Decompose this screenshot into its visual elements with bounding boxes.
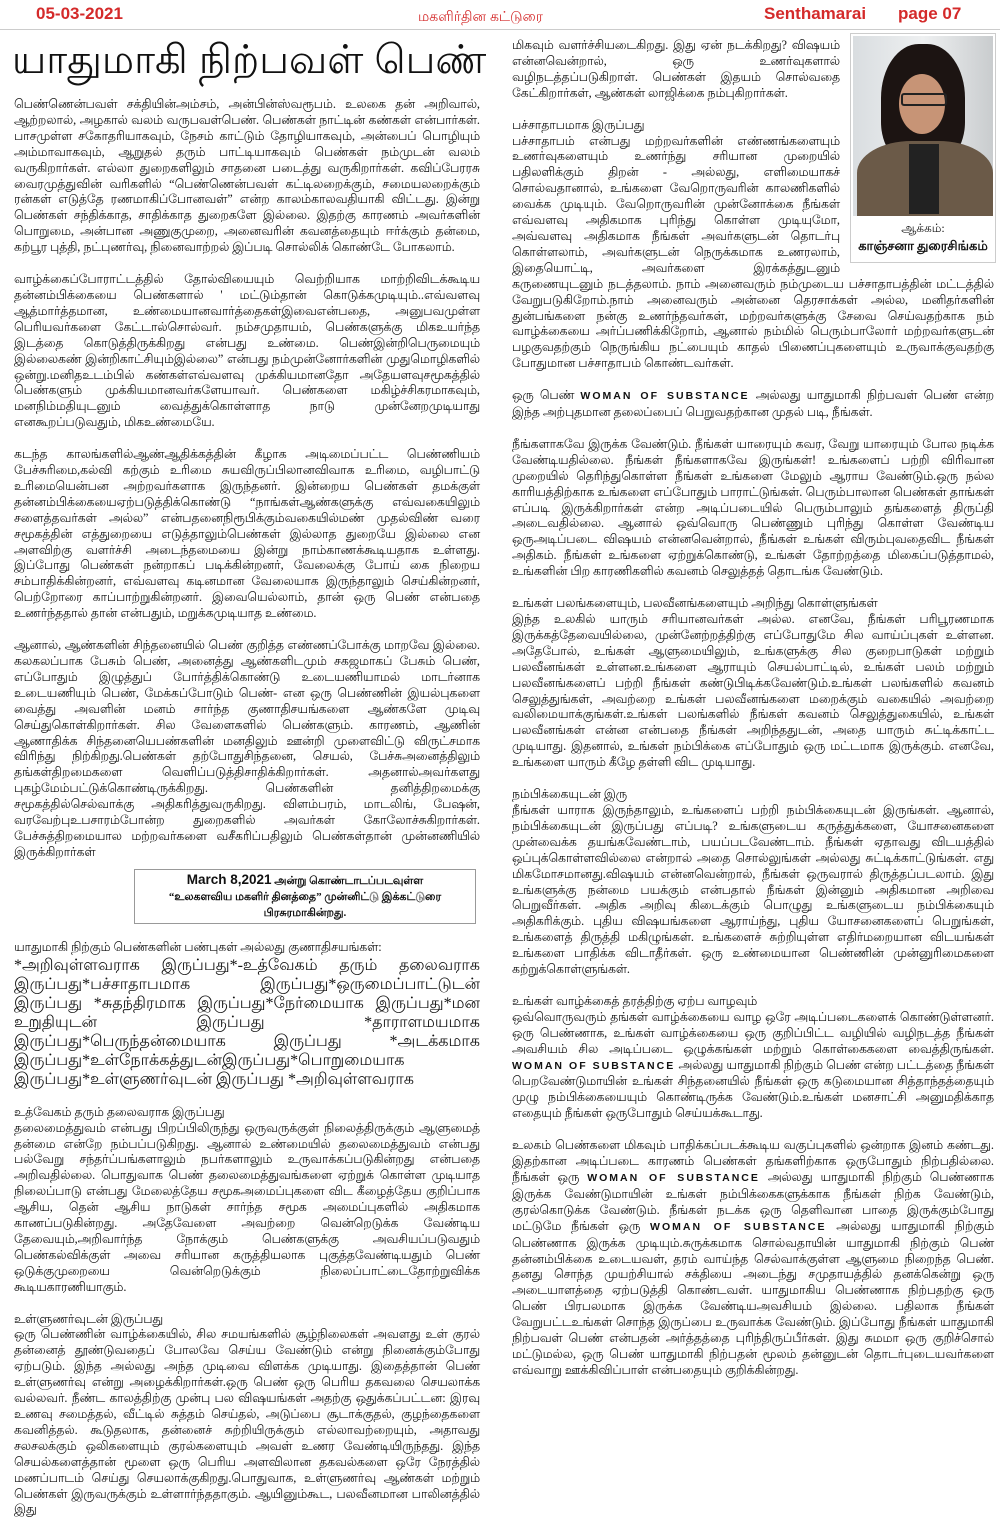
paragraph-r8 bbox=[512, 1138, 994, 1379]
issue-date: 05-03-2021 bbox=[36, 4, 123, 23]
paragraph-r4: நீங்களாகவே இருக்க வேண்டும். நீங்கள் யாரையும் கவர, வேறு யாரையும் போல நடிக்க வேண்டியதில்லை. நீங்கள் நீங்களாகவே இருங்கள்! உங்களைப் பற்றி விரிவான முறையில் தெரிந்துகொள்ள நீங்கள் உங்களை மேலும் ஆராய வேண்டும்.ஒரு நல்ல காரியத்திற்காக உங்களை எப்போதும் பாராட்டுங்கள். பெரும்பாலான பெண்கள் தாங்கள் எப்படி இருக்கிறார்கள் என்ற அடிப்படையில் பெரும்பாலும் தங்களைத் திருப்தி அடைவதில்லை. ஆனால் ஒவ்வொரு பெண்ணும் புரிந்து கொள்ள வேண்டிய ஒருஅடிப்படை விஷயம் என்னவென்றால், நீங்கள் உங்கள் விரும்புவதைவிட நீங்கள் அதிகம். நீங்கள் உங்களை ஏற்றுக்கொண்டு, உங்கள் தோற்றத்தை மிகைப்படுத்தாமல், உங்களின் பிற காரணிகளில் கவனம் செலுத்தத் தொடங்க வேண்டும். bbox=[512, 436, 994, 579]
woman-of-substance: WOMAN OF SUBSTANCE bbox=[587, 1172, 760, 1184]
r8-text-a: உலகம் பெண்களை மிகவும் பாதிக்கப்படக்கூடிய வகுப்புகளில் ஒன்றாக இனம் கண்டது. இதற்கான அடிப்படை காரணம் பெண்கள் தங்களிற்காக ஒருபோதும் நிற்பதில்லை. நீங்கள் ஒரு bbox=[512, 1138, 994, 1184]
paragraph-r1: மிகவும் வளர்ச்சியடைகிறது. இது ஏன் நடக்கிறது? விஷயம் என்னவென்றால், ஒரு உணர்வுகளால் வழிநடத்தப்படுகிறாள். பெண்கள் இதயம் சொல்வதை கேட்கிறார்கள், ஆண்கள் லாஜிக்கை நம்புகிறார்கள். bbox=[512, 38, 840, 100]
standards-text-post: அல்லது யாதுமாகி நிற்கும் பெண் என்ற பட்டத்தை நீங்கள் பெறவேண்டுமாயின் உங்கள் சிந்தனையில் நீங்கள் ஒரு கடுமையான சித்தாந்தத்தையும் முழு நம்பிக்கையையும் கொண்டிருக்க வேண்டும்.உங்கள் மனசாட்சி அனுமதிக்காத எதையும் நீங்கள் ஒருபோதும் செய்யக்கூடாது. bbox=[512, 1057, 995, 1121]
left-column bbox=[14, 97, 480, 1534]
publication-notice bbox=[134, 869, 476, 924]
standards-section bbox=[512, 994, 994, 1122]
section-label: மகளிர்தின கட்டுரை bbox=[418, 8, 544, 24]
r3-text-post: அல்லது யாதுமாகி நிற்பவள் பெண் என்ற இந்த அற்புதமான தலைப்பைப் பெறுவதற்கான முதல் படி, நீங்கள். bbox=[512, 388, 994, 420]
empathy-text-a: பச்சாதாபம் என்பது மற்றவர்களின் எண்ணங்களையும் உணர்வுகளையும் உணர்ந்து சரியான முறையில் பதிலளிக்கும் திறன் - அல்லது, எளிமையாகச் சொல்வதானால், உங்களை வேறொருவரின் காலணிகளில் வைக்க முடியும். வேறொருவரின் முன்னோக்கை நீங்கள் எவ்வளவு அதிகமாக புரிந்து கொள்ள முடியுமோ, அவ்வளவு அதிகமாக நீங்கள் அவர்களுடன் தொடர்பு கொள்ளலாம், அவர்களுடன் நெருக்கமாக உணரலாம், இதையொட்டி, அவர்களை bbox=[512, 133, 840, 275]
publication-name: Senthamarai bbox=[764, 4, 867, 23]
traits-list: *அறிவுள்ளவராக இருப்பது*-உத்வேகம் தரும் தலைவராக இருப்பது*பச்சாதாபமாக இருப்பது*ஒருமைப்பாட்டுடன் இருப்பது *சுதந்திரமாக இருப்பது*நேர்மையாக இருப்பது*மன உறுதியுடன் இருப்பது *தாராளமயமாக இருப்பது*பெருந்தன்மையாக இருப்பது *அடக்கமாக இருப்பது*உள்நோக்கத்துடன்இருப்பது*பொறுமையாக இருப்பது*உள்ளுணர்வுடன் இருப்பது *அறிவுள்ளவராக bbox=[14, 956, 480, 1088]
notice-date: March 8,2021 bbox=[186, 871, 272, 887]
strengths-text: இந்த உலகில் யாரும் சரியானவர்கள் அல்ல. எனவே, நீங்கள் பரிபூரணமாக இருக்கத்தேவையில்லை, முன்னேற்றத்திற்கு எப்போதுமே சில வாய்ப்புகள் உள்ளன. அதேபோல், உங்கள் ஆளுமையிலும், உங்களுக்கு சில குறைபாடுகள் மற்றும் பலவீனங்கள் உள்ளன.உங்களை ஆராயும் செயல்பாட்டில், உங்கள் பலம் மற்றும் பலவீனங்களைப் பற்றி நீங்கள் கண்டுபிடிக்கவேண்டும்.உங்கள் பலங்களில் கவனம் செலுத்துங்கள், அவற்றை உங்கள் பலவீனங்களை மறைக்கும் வகையில் அவற்றை வலிமையாக்குங்கள்.உங்கள் பலங்களில் நீங்கள் கவனம் செலுத்துகையில், உங்கள் பலவீனங்கள் என்ன என்பதை நீங்கள் அறிந்ததுடன், அதை யாரும் சுட்டிக்காட்ட முடியாது. இதனால், உங்கள் நம்பிக்கை எப்போதும் ஒரு மட்டமாக இருக்கும். எனவே, உங்களை யாரும் கீழே தள்ளி விட முடியாது. bbox=[512, 612, 994, 770]
strengths-section bbox=[512, 596, 994, 771]
leader-section bbox=[14, 1105, 480, 1296]
page-number: page 07 bbox=[898, 4, 962, 23]
strengths-heading: உங்கள் பலங்களையும், பலவீனங்களையும் அறிந்து கொள்ளுங்கள் bbox=[512, 596, 878, 611]
confidence-section bbox=[512, 787, 994, 978]
confidence-text: நீங்கள் யாராக இருந்தாலும், உங்களைப் பற்றி நம்பிக்கையுடன் இருங்கள். ஆனால், நம்பிக்கையுடன் இருப்பது எப்படி? உங்களுடைய கருத்துக்களை, யோசனைகளை முன்வைக்க தயங்கவேண்டாம், பயப்படவேண்டாம். நீங்கள் ஏதாவது விடயத்தில் ஒப்புக்கொள்ளவில்லை என்றால் அதை சொல்லுங்கள் அல்லது சுட்டிக்காட்டுங்கள். எது மிகமோசமானது.விஷயம் என்னவென்றால், நீங்கள் ஒருவரால் திருத்தப்படலாம். இது உங்களுக்கு நன்மை பயக்கும் என்பதால் நீங்கள் இன்னும் அதிகமான அறிவை பெறுவீர்கள். அதிக அறிவு கிடைக்கும் பொழுது உங்களுடைய நம்பிக்கையும் அதிகரிக்கும். புதிய விஷயங்களை ஆராய்ந்து, புதிய யோசனைகளைப் பெறுங்கள், உங்களைத் திருத்தி மகிழுங்கள். உங்களைச் சுற்றியுள்ள எதிர்மறையான விடயங்கள் உங்களை பாதிக்க விடாதீர்கள். ஒரு உண்மையான பெண்ணின் முன்னுரிமைகளை கற்றுக்கொள்ளுங்கள். bbox=[512, 802, 994, 977]
empathy-heading: பச்சாதாபமாக இருப்பது bbox=[512, 117, 645, 132]
paragraph-2: வாழ்க்கைப்போராட்டத்தில் தோல்வியையும் வெற்றியாக மாற்றிவிடக்கூடிய தன்னம்பிக்கையை பெண்களால் ' மட்டும்தான் கொடுக்கமுடியும்..எவ்வளவு ஆத்மார்த்தமான, உண்மையானவார்த்தைகள்இவைஎன்பதை, அனுபவமுள்ள பெரியவர்களை கேட்டால்சொல்வர். நம்சமுதாயம், பெண்களுக்கு மிகஉயர்ந்த இடத்தை கொடுத்திருக்கிறது என்பது உண்மை. பெண்இன்றிபெருமையும் இல்லைகண் இன்றிகாட்சியும்இல்லை” என்பது நம்முன்னோர்களின் முதுமொழிகளில் ஒன்று.மனிதஉடம்பில் கண்கள்எவ்வளவு முக்கியமானதோ அதேயளவுசமூகத்தில் பெண்களும் முக்கியமானவர்களேயாவர். பெண்களை மகிழ்ச்சிகரமாகவும், மனநிம்மதியுடனும் வைத்துக்கொள்ளாத நாடு முன்னேறமுடியாது எனகூறப்படுவதும், மிகஉண்மையே. bbox=[14, 272, 480, 430]
r8-text-b: அல்லது யாதுமாகி நிற்கும் பெண்ணாக இருக்க வேண்டுமாயின் உங்கள் நம்பிக்கைகளுக்காக நீங்கள் நிற்க வேண்டும், குரல்கொடுக்க வேண்டும். நீங்கள் நடக்க ஒரு தெளிவான பாதை இருக்கும்போது மட்டுமே நீங்கள் ஒரு bbox=[512, 1170, 994, 1233]
byline bbox=[851, 220, 995, 255]
standards-heading: உங்கள் வாழ்க்கைத் தரத்திற்கு ஏற்ப வாழவும் bbox=[512, 993, 758, 1008]
leader-text: தலைமைத்துவம் என்பது பிறப்பிலிருந்து ஒருவருக்குள் நிலைத்திருக்கும் ஆளுமைத் தன்மை என்றே நம்பப்படுகிறது. ஆனால் உண்மையில் தலைமைத்துவம் என்பது பல்வேறு சந்தர்ப்பங்களாலும் நபர்களாலும் உருவாக்கப்படுகின்றது என்பதை அறிவதில்லை. பொதுவாக பெண் தலைமைத்துவங்களை ஏற்றுக் கொள்ள முடியாத நிலைப்பாடு என்பது மேலைத்தேய சமூகஅமைப்புகளை விட கீழைத்தேய குறிப்பாக ஆசிய, தென் ஆசிய நாடுகள் சார்ந்த சமூக அமைப்புகளில் அதிகமாக காணப்படுகின்றது. அதேவேளை அவற்றை வென்றெடுக்க வேண்டிய தேவையும்,அறிவார்ந்த நோக்கும் பெண்களுக்கு அவசியப்படுவதும் பெண்கல்விக்குள் அவை சரியான கருத்தியலாக புகுத்தவேண்டியதும் பெண் ஒடுக்குமுறையை வென்றெடுக்கும் நிலைப்பாட்டைதோற்றுவிக்க கூடியகாரணியாகும். bbox=[14, 1120, 480, 1294]
woman-of-substance: WOMAN OF SUBSTANCE bbox=[650, 1220, 827, 1233]
article-title: யாதுமாகி நிற்பவள் பெண் bbox=[12, 38, 487, 82]
paragraph-r3 bbox=[512, 388, 994, 421]
paragraph-intro: பெண்ணென்பவள் சக்தியின்அம்சம், அன்பின்ஸ்வரூபம். உலகை தன் அறிவால், ஆற்றலால், அழகால் வலம் வருபவள்பெண். பெண்கள் நாட்டின் கண்கள் என்பார்கள். பாசமுள்ள சகோதரியாகவும், நேசம் காட்டும் தோழியாகவும், அன்பைப் பொழியும் அம்மாவாகவும், ஆறுதல் தரும் பாட்டியாகவும் பெண்கள் நம்முடன் வலம் வருகிறார்கள். எல்லா துறைகளிலும் சாதனை படைத்து வருகிறார்கள். கவிப்பேரரசு வைரமுத்துவின் வரிகளில் “பெண்ணென்பவள் கட்டிலறைக்கும், சமையலறைக்கும் ரன்கள் எடுத்தே ரணமாகிப்போனவள்” என்ற காலம்காலவதியாகி விட்டது. இன்று பெண்கள் சந்திக்காத, சாதிக்காத துறைகளே இல்லை. இதற்கு காரணம் அவர்களின் பொறுமை, அன்பான அணுகுமுறை, அனைவரின் கவனத்தையும் ஈர்க்கும் தன்மை, கற்பூர புத்தி, நட்புணர்வு, நினைவாற்றல் இப்படி சொல்லிக் கொண்டே போகலாம். bbox=[14, 97, 480, 255]
woman-of-substance: WOMAN OF SUBSTANCE bbox=[580, 390, 750, 403]
paragraph-4: ஆனால், ஆண்களின் சிந்தனையில் பெண் குறித்த எண்ணப்போக்கு மாறவே இல்லை. கலகலப்பாக பேசும் பெண், அனைத்து ஆண்களிடமும் சகஜமாகப் பேசும் பெண், எப்போதும் இழுத்துப் போர்த்திக்கொண்டு உடையணியாமல் மாடர்னாக உடையணியும் பெண், மேக்கப்போடும் பெண்- என ஒரு பெண்ணின் இயல்புகளை வைத்து அவளின் மனம் சார்ந்த குணாதிசயங்களை ஆண்களே முடிவு செய்துகொள்கிறார்கள். சில வேளைகளில் பெண்களும். காரணம், ஆணின் ஆணாதிக்க சிந்தனையெபண்களின் மனதிலும் ஊன்றி முளைவிட்டு விருட்சமாக விரிந்து நிற்கிறது.பெண்கள் தற்போதுசிந்தனை, செயல், பேச்சுஅனைத்திலும் தங்கள்திறமைகளை வெளிப்படுத்திசாதிக்கிறார்கள். அதனால்அவர்களது புகழ்மேம்பட்டுக்கொண்டிருக்கிறது. பெண்களின் தனித்திறமைக்கு சமூகத்தில்செல்வாக்கு அதிகரித்துவருகிறது. விளம்பரம், மாடலிங், பேஷன், வரவேற்புஉபசாரம்போன்ற துறைகளில் அவர்கள் கோலோச்சுகிறார்கள். பேச்சுத்திறமையால மற்றவர்களை வசீகரிப்பதிலும் பெண்கள்தான் முன்னணியில் இருக்கிறார்கள் bbox=[14, 638, 480, 859]
header-divider bbox=[0, 29, 1000, 30]
traits-section bbox=[14, 940, 480, 1089]
r8-text-c: அல்லது யாதுமாகி நிற்கும் பெண்ணாக இருக்க முடியும்.சுருக்கமாக சொல்வதாயின் யாதுமாகி நிற்கும் பெண் தன்னம்பிக்கை உடையவள், தரம் வாய்ந்த செல்வாக்குள்ள ஆளுமை நிறைந்த பெண். தனது சொந்த முயற்சியால் சக்தியை அடைந்து சமுதாயத்தில் தனக்கென்று ஒரு அடையாளத்தை ஏற்படுத்தி கொண்டவள். யாதுமாகிய பெண்ணாக நிற்பதற்கு ஒரு பெண் பிரபலமாக இருக்க வேண்டியஅவசியம் இல்லை. பதிலாக நீங்கள் வேறுபட்டஉங்கள் சொந்த இருப்பை உருவாக்க வேண்டும். இப்போது நீங்கள் யாதுமாகி நிற்பவள் பெண் என்பதன் அர்த்தத்தை புரிந்திருப்பீர்கள். இது சுமமா ஒரு குறிச்சொல் மட்டுமல்ல, ஒரு பெண் யாதுமாகி நிற்பதன் மூலம் தன்னுடன் தொடர்புடையவர்களை எவ்வாறு ஊக்கிவிப்பாள் என்பதையும் குறிக்கின்றது. bbox=[512, 1218, 994, 1377]
leader-heading: உத்வேகம் தரும் தலைவராக இருப்பது bbox=[14, 1104, 225, 1119]
byline-label: ஆக்கம்: bbox=[901, 221, 945, 235]
traits-heading: யாதுமாகி நிற்கும் பெண்களின் பண்புகள் அல்லது குணாதிசயங்கள்: bbox=[14, 939, 382, 954]
paragraph-3: கடந்த காலங்களில்ஆண்ஆதிக்கத்தின் கீழாக அடிமைப்பட்ட பெண்ணியம் பேச்சுரிமை,கல்வி கற்கும் உரிமை சுயவிருப்பிலானவிவாக உரிமை, வழிபாட்டு உரிமையென்பன அற்றவர்களாக இருந்தனர். இன்றைய பெண்கள் தமக்குள் தன்னம்பிக்கையைஏற்படுத்திக்கொண்டு “நாங்கள்ஆண்களுக்கு எவ்வகையிலும் சளைத்தவர்கள் அல்ல” என்பதனைநிரூபிக்கும்வகையில்மண் முதல்விண் வரை சமூகத்தின் எத்துறையை எடுத்தாலும்பெண்கள் இல்லாத துறையே இல்லை என அளவிற்கு வளர்ச்சி அடைந்தமையை இன்று நாம்காணக்கூடியதாக உள்ளது. இப்போது பெண்கள் நன்றாகப் படிக்கின்றனர், வேலைக்கு போய் கை நிறைய சம்பாதிக்கின்றனர், எவ்வளவு கடினமான வேலையாக இருந்தாலும் செய்கின்றனர், பெற்றோரை காப்பாற்றுகின்றனர். இவையெல்லாம், தான் ஒரு பெண் என்பதை உணர்ந்ததால் தான் என்பதும், மறுக்கமுடியாத உண்மை. bbox=[14, 447, 480, 621]
intuition-text: ஒரு பெண்ணின் வாழ்க்கையில், சில சமயங்களில் சூழ்நிலைகள் அவளது உள் குரல் தன்னைத் தூண்டுவதைப் போலவே செய்ய வேண்டும் என்று நினைக்கும்போது ஏற்படும். இந்த அல்லது அந்த முடிவை விளக்க முடியாது. இதைத்தான் பெண் உள்ளுணர்வு என்று அழைக்கிறார்கள்.ஒரு பெண் ஒரு பெரிய தகவலை செயலாக்க வல்லவர். நீண்ட காலத்திற்கு முன்பு பல விஷயங்கள் அதற்கு ஒதுக்கப்பட்டன: இரவு உணவு சமைத்தல், வீட்டில் சுத்தம் செய்தல், அடுப்பை சூடாக்குதல், குழந்தைகளை கவனித்தல். கூடுதலாக, தன்னைச் சுற்றியிருக்கும் எல்லாவற்றையும், அதாவது சலசலக்கும் ஒலிகளையும் குரல்களையும் அவள் உணர வேண்டியிருந்தது. இந்த செயல்களைத்தான் மூளை ஒரு பெரிய அளவிலான தகவல்களை ஒரே நேரத்தில் மணப்பாடம் செய்து செயலாக்குகிறது.பொதுவாக, உள்ளுணர்வு ஆண்கள் மற்றும் பெண்கள் இருவருக்கும் உள்ளார்ந்ததாகும். ஆயினும்கூட, பலவீனமான பாலினத்தில் இது bbox=[14, 1327, 480, 1517]
standards-text-pre: ஒவ்வொருவரும் தங்கள் வாழ்க்கையை வாழ ஒரே அடிப்படைகளைக் கொண்டுள்ளனர். ஒரு பெண்ணாக, உங்கள் வாழ்க்கையை ஒரு குறிப்பிட்ட வழியில் வழிநடத்த நீங்கள் அவசியம் சில அடிப்படை ஒழுக்கங்கள் மற்றும் கொள்கைகளை வைத்திருங்கள். bbox=[512, 1009, 994, 1056]
empathy-text-b: இரக்கத்துடனும் கருணையுடனும் நடத்தலாம். நாம் அனைவரும் நம்முடைய பச்சாதாபத்தின் மட்டத்தில் வேறுபடுகிறோம்.நாம் அனைவரும் அன்னை தெரசாக்கள் அல்ல, மனிதர்களின் துன்பங்களை நன்கு உணர்ந்தவர்கள், மற்றவர்களுக்கு சேவை செய்வதற்காக நம் வாழ்க்கையை அர்ப்பணிக்கிறோம், ஆனால் நம்மில் பெரும்பாலோர் மற்றவர்களுடன் பழகுவதற்கும் நெருங்கிய நட்பையும் காதல் பிணைப்புகளையும் உருவாக்குவதற்கு போதுமான பச்சாதாபம் கொண்டவர்கள். bbox=[512, 260, 994, 371]
author-photo bbox=[853, 36, 993, 216]
author-photo-frame bbox=[850, 33, 996, 263]
notice-line-2: “உலகளவிய மகளிர் தினத்தை” முன்னிட்டு இக்கட்டுரை பிரசுரமாகின்றது. bbox=[168, 890, 442, 919]
r3-text-pre: ஒரு பெண் bbox=[512, 388, 575, 403]
intuition-heading: உள்ளுணர்வுடன் இருப்பது bbox=[14, 1311, 164, 1326]
right-column bbox=[512, 38, 994, 1395]
woman-of-substance: WOMAN OF SUBSTANCE bbox=[512, 1059, 676, 1072]
intuition-section bbox=[14, 1312, 480, 1519]
confidence-heading: நம்பிக்கையுடன் இரு bbox=[512, 787, 628, 802]
author-name: காஞ்சனா துரைசிங்கம் bbox=[858, 238, 988, 253]
notice-line-1: அன்று கொண்டாடப்படவுள்ள bbox=[274, 874, 424, 887]
